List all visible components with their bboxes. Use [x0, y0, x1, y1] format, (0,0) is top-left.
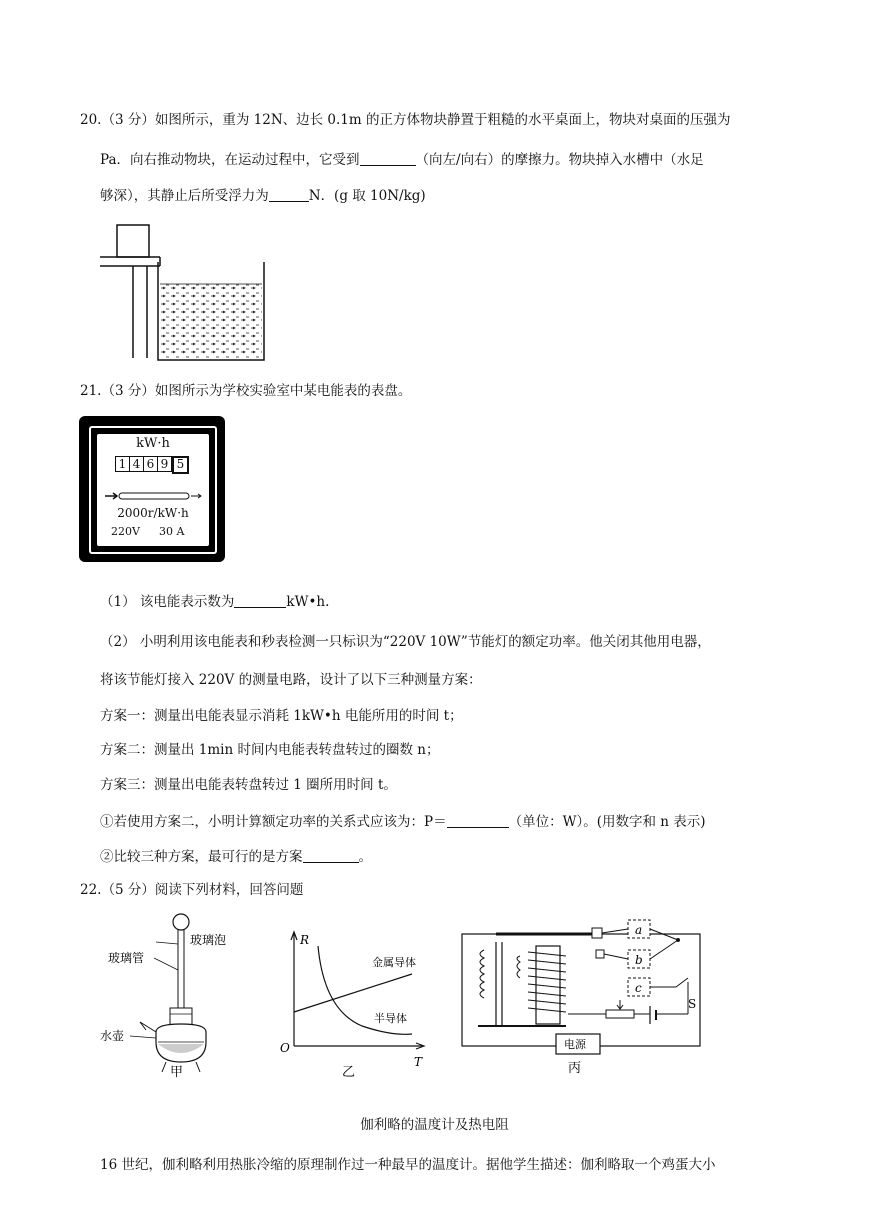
- q20-blank-buoyancy[interactable]: [269, 187, 309, 202]
- meter-rate: 2000r/kW·h: [117, 506, 189, 520]
- q21-plan2: 方案二：测量出 1min 时间内电能表转盘转过的圈数 n；: [100, 742, 440, 758]
- electric-meter: [79, 416, 225, 562]
- label-pot: 水壶: [100, 1029, 125, 1043]
- q20-line2a: Pa．向右推动物块，在运动过程中，它受到: [100, 152, 360, 168]
- box-b: b: [635, 953, 643, 967]
- power-supply-label: 电源: [564, 1038, 586, 1051]
- relay-circuit-figure: [456, 912, 706, 1082]
- label-bing: 丙: [568, 1061, 582, 1076]
- q22-line1: 22.（5 分）阅读下列材料，回答问题: [80, 882, 304, 898]
- meter-digit: 4: [130, 456, 144, 472]
- figure-caption: 伽利略的温度计及热电阻: [360, 1117, 509, 1133]
- label-bulb: 玻璃泡: [190, 933, 227, 947]
- q21-p2: （2） 小明利用该电能表和秒表检测一只标识为“220V 10W”节能灯的额定功率。他关闭其他用电器，: [100, 634, 711, 650]
- q21-c1b: （单位：W）。(用数字和 n 表示): [508, 814, 706, 830]
- label-semi: 半导体: [374, 1012, 407, 1025]
- label-tube: 玻璃管: [108, 951, 145, 965]
- q22-paragraph: 16 世纪，伽利略利用热胀冷缩的原理制作过一种最早的温度计。据他学生描述：伽利略取一个鸡蛋大小: [100, 1157, 716, 1173]
- q21-blank-formula[interactable]: [447, 813, 509, 828]
- axis-T: T: [414, 1055, 423, 1069]
- box-c: c: [635, 981, 642, 995]
- q21-blank-plan[interactable]: [303, 848, 359, 863]
- thermoscope-figure: [96, 912, 227, 1082]
- q21-plan3: 方案三：测量出电能表转盘转过 1 圈所用时间 t。: [100, 777, 397, 793]
- switch-S: S: [688, 997, 697, 1011]
- axis-origin: O: [280, 1041, 290, 1055]
- q21-c1a: ①若使用方案二，小明计算额定功率的关系式应该为：P＝: [100, 814, 447, 830]
- q20-line3a: 够深），其静止后所受浮力为: [100, 188, 269, 204]
- resistance-temperature-graph: [272, 928, 432, 1078]
- label-jia: 甲: [170, 1065, 184, 1080]
- q21-c2a: ②比较三种方案，最可行的是方案: [100, 849, 303, 865]
- water: [160, 284, 262, 358]
- q21-plan1: 方案一：测量出电能表显示消耗 1kW•h 电能所用的时间 t；: [100, 708, 463, 724]
- q21-c2b: 。: [358, 849, 372, 865]
- q21-p1b: kW•h.: [286, 594, 330, 610]
- meter-face: [97, 434, 209, 546]
- meter-digits: [115, 456, 189, 474]
- meter-digit: 6: [144, 456, 158, 472]
- q21-line1: 21.（3 分）如图所示为学校实验室中某电能表的表盘。: [80, 383, 412, 399]
- q20-blank-friction[interactable]: [360, 151, 416, 166]
- q21-blank-reading[interactable]: [234, 593, 286, 608]
- label-yi: 乙: [342, 1065, 356, 1080]
- q20-line3: [100, 186, 426, 206]
- meter-unit: kW·h: [136, 436, 170, 451]
- cube-block: [117, 225, 149, 257]
- metal-line: [294, 974, 412, 1012]
- q20-line2: [100, 150, 704, 170]
- q21-calc2: [100, 847, 372, 867]
- q21-part1: [100, 592, 329, 612]
- meter-disc-window: [103, 490, 203, 502]
- label-metal: 金属导体: [372, 956, 416, 969]
- q21-p3: 将该节能灯接入 220V 的测量电路，设计了以下三种测量方案：: [100, 672, 482, 688]
- block-tank-figure: [100, 220, 270, 365]
- q20-line1: 20.（3 分）如图所示，重为 12N、边长 0.1m 的正方体物块静置于粗糙的水平桌面上，物块对桌面的压强为: [80, 112, 731, 128]
- meter-voltage: 220V: [111, 525, 140, 538]
- box-a: a: [635, 923, 643, 937]
- axis-R: R: [300, 933, 310, 947]
- q20-line2b: （向左/向右）的摩擦力。物块掉入水槽中（水足: [415, 152, 704, 168]
- meter-digit: 1: [115, 456, 130, 472]
- q21-calc1: [100, 812, 706, 832]
- meter-digit: 5: [172, 456, 189, 474]
- meter-digit: 9: [158, 456, 172, 472]
- q20-line3b: N．(g 取 10N/kg): [308, 188, 426, 204]
- meter-current: 30 A: [159, 525, 185, 538]
- q21-p1a: （1） 该电能表示数为: [100, 594, 235, 610]
